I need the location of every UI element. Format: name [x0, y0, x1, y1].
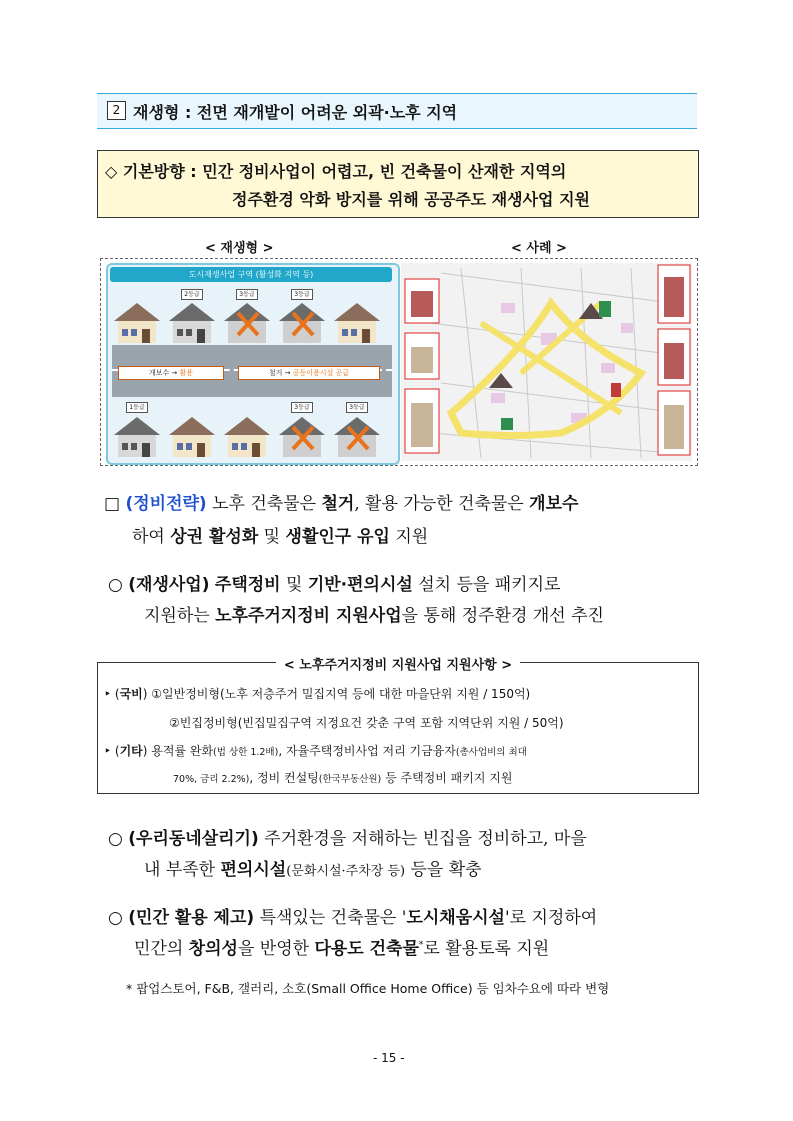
text: 내 부족한: [144, 860, 221, 880]
support-box: [97, 658, 699, 794]
highlight: 국비: [119, 687, 143, 701]
circle-bullet: ○: [108, 908, 123, 928]
highlight: 도시채움시설: [406, 908, 505, 928]
house-icon: [114, 417, 160, 457]
map-illustration: [401, 263, 692, 461]
house-icon: [279, 417, 325, 457]
basic-direction-line1: ◇ 기본방향 : 민간 정비사업이 어렵고, 빈 건축물이 산재한 지역의: [105, 162, 567, 181]
section-header: [97, 93, 697, 129]
text: ‣ (: [104, 687, 120, 701]
private-label: (민간 활용 제고): [128, 908, 255, 928]
text: 민간의: [134, 939, 189, 959]
strategy-line1: [104, 489, 578, 514]
text: '로 지정하여: [504, 908, 598, 928]
highlight: 편의시설: [220, 860, 287, 880]
house-icon: [169, 417, 215, 457]
house-icon: [279, 303, 325, 343]
text: (총사업비의 최대: [455, 747, 527, 758]
highlight: 상권 활성화: [170, 527, 259, 547]
house-icon: [224, 417, 270, 457]
grade-badge: 2등급: [181, 289, 203, 300]
highlight: 개보수: [529, 494, 579, 514]
footnote-mark: *: [418, 940, 424, 951]
highlight: 생활인구 유입: [285, 527, 390, 547]
text: 주거환경을 저해하는 빈집을 정비하고, 마을: [258, 829, 587, 849]
text: 70%, 금리 2.2%): [173, 774, 250, 785]
house-icon: [114, 303, 160, 343]
houses-top-row: [108, 299, 398, 345]
square-bullet: □: [104, 494, 121, 514]
text: 설치 등을 패키지로: [412, 575, 561, 595]
page-number: - 15 -: [373, 1051, 405, 1065]
highlight: 창의성: [188, 939, 238, 959]
grade-badge: 3등급: [291, 289, 313, 300]
house-icon: [169, 303, 215, 343]
text: 하여: [132, 527, 171, 547]
section-number: 2: [107, 101, 126, 120]
strategy-line2: [132, 522, 428, 547]
circle-bullet: ○: [108, 829, 123, 849]
house-icon: [224, 303, 270, 343]
text: 및: [280, 575, 308, 595]
text: 등을 확충: [405, 860, 482, 880]
grade-badge: 3등급: [236, 289, 258, 300]
circle-bullet: ○: [108, 575, 123, 595]
grade-badge: 3등급: [346, 402, 368, 413]
highlight: 기반·편의시설: [307, 575, 413, 595]
grade-badge: 3등급: [291, 402, 313, 413]
figure-left-label: < 재생형 >: [205, 241, 274, 256]
text: 등 주택정비 패키지 지원: [381, 771, 513, 785]
support-line4: [173, 769, 512, 786]
text: 특색있는 건축물은 ': [254, 908, 407, 928]
support-title: < 노후주거지정비 지원사업 지원사항 >: [276, 658, 520, 673]
footnote: * 팝업스토어, F&B, 갤러리, 소호(Small Office Home Office) 등 임차수요에 따라 변형: [126, 981, 610, 996]
village-label: (우리동네살리기): [128, 829, 259, 849]
text: , 활용 가능한 건축물은: [354, 494, 530, 514]
highlight: 다용도 건축물: [314, 939, 419, 959]
village-line2: [144, 855, 482, 880]
support-line3: [104, 742, 527, 759]
case-map: [401, 263, 692, 461]
text: (법 상한 1.2배): [213, 747, 279, 758]
text: 로 활용토록 지원: [423, 939, 550, 959]
house-icon: [334, 417, 380, 457]
figure-right-label: < 사례 >: [511, 241, 567, 256]
regeneration-diagram: [106, 263, 400, 465]
grade-badge: 1등급: [126, 402, 148, 413]
strategy-label: (정비전략): [125, 494, 207, 514]
text: ‣ (: [104, 744, 120, 758]
support-title-wrap: [98, 654, 698, 673]
private-line1: [108, 903, 597, 928]
text: 을 반영한: [237, 939, 315, 959]
support-line2: ②빈집정비형(빈집밀집구역 지정요건 갖춘 구역 포함 지역단위 지원 / 50억): [169, 716, 564, 730]
text: 지원: [389, 527, 429, 547]
text: ) ①일반정비형(노후 저층주거 밀집지역 등에 대한 마을단위 지원 / 150억): [142, 687, 531, 701]
repair-label: 개보수 → 활용: [118, 366, 224, 380]
highlight: 기타: [119, 744, 143, 758]
regen-line2: [144, 601, 604, 626]
house-icon: [334, 303, 380, 343]
basic-direction-line2: 정주환경 악화 방지를 위해 공공주도 재생사업 지원: [232, 190, 590, 209]
text: 지원하는: [144, 606, 216, 626]
text: 노후 건축물은: [206, 494, 322, 514]
highlight: 주택정비: [214, 575, 281, 595]
text: , 정비 컨설팅: [249, 771, 319, 785]
text: (문화시설·주차장 등): [286, 864, 406, 879]
text: , 자율주택정비사업 저리 기금융자: [278, 744, 456, 758]
support-line1: [104, 685, 530, 702]
regen-line1: [108, 570, 560, 595]
private-line2: [134, 934, 549, 959]
regen-label: (재생사업): [128, 575, 210, 595]
highlight: 철거: [321, 494, 355, 514]
basic-direction-box: [97, 150, 699, 218]
text: 및: [258, 527, 286, 547]
highlight: 노후주거지정비 지원사업: [215, 606, 402, 626]
village-line1: [108, 824, 587, 849]
section-title: 재생형 : 전면 재개발이 어려운 외곽·노후 지역: [133, 103, 458, 122]
houses-bottom-row: [108, 413, 398, 459]
text: ) 용적률 완화: [142, 744, 214, 758]
text: (한국부동산원): [318, 774, 382, 785]
text: 을 통해 정주환경 개선 추진: [401, 606, 604, 626]
demolish-label: 철거 → 공동이용시설 공급: [238, 366, 380, 380]
diagram-header: 도시재생사업 구역 (활성화 지역 등): [110, 267, 392, 282]
